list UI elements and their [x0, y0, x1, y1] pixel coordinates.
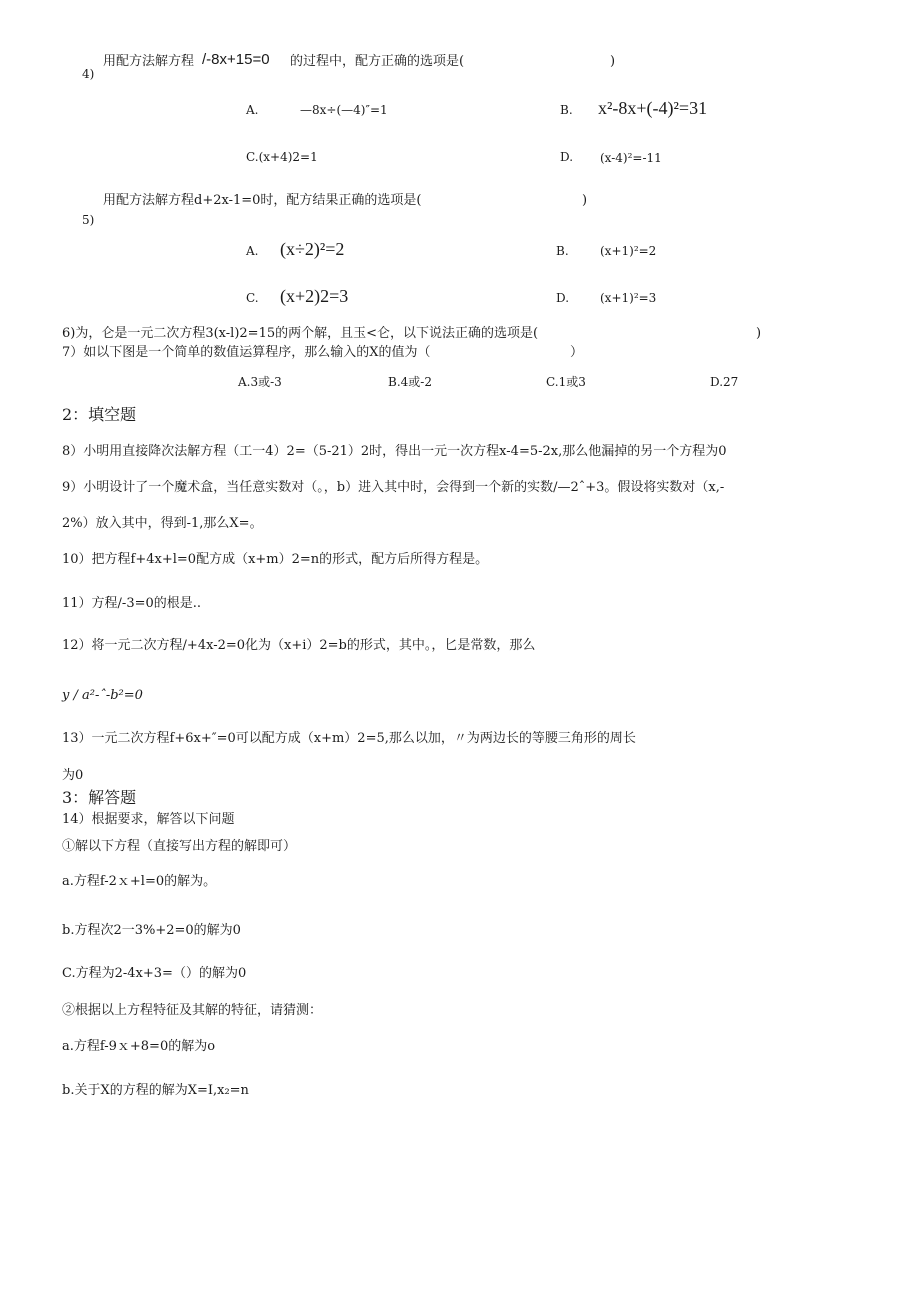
q6-text: 6)为，仑是一元二次方程3(x-l)2=15的两个解，且玉<仑，以下说法正确的选项是( — [62, 326, 539, 341]
q10-text: 10）把方程f+4x+l=0配方成（x+m）2=n的形式，配方后所得方程是。 — [62, 552, 489, 567]
q5-number: 5) — [82, 213, 95, 227]
q4-option-c: C.(x+4)2=1 — [246, 150, 318, 164]
q14-c1: C.方程为2-4x+3=（）的解为0 — [62, 966, 247, 981]
q6-close-paren: ) — [756, 326, 762, 341]
q4-option-d-label: D. — [560, 150, 574, 164]
q14-a1: a.方程f-2ｘ+l=0的解为。 — [62, 874, 217, 889]
section-3-heading: 3：解答题 — [62, 788, 137, 807]
q5-stem: 用配方法解方程d+2x-1=0时，配方结果正确的选项是( — [103, 193, 422, 208]
q5-option-a-label: A. — [246, 244, 259, 258]
q5-close-paren: ) — [582, 193, 588, 208]
q5-option-c-label: C. — [246, 291, 259, 305]
q4-stem-tail: 的过程中，配方正确的选项是( — [290, 54, 465, 69]
q9-line-2: 2%）放入其中，得到-1,那么X=。 — [62, 516, 263, 531]
q12-formula: y / a²-ˆ-b²=0 — [62, 688, 143, 703]
q7-close-paren: ） — [570, 345, 584, 360]
q4-equation: /-8x+15=0 — [202, 51, 270, 68]
q4-option-a-label: A. — [246, 103, 259, 117]
section-2-heading: 2：填空题 — [62, 405, 137, 424]
q5-option-c-text: (x+2)2=3 — [280, 286, 349, 306]
q5-option-b-label: B. — [556, 244, 569, 258]
q13-line-2: 为0 — [62, 768, 84, 783]
q11-text: 11）方程/-3=0的根是.. — [62, 596, 202, 611]
q7-option-a: A.3或-3 — [238, 375, 282, 389]
q14-part-2: ②根据以上方程特征及其解的特征，请猜测： — [62, 1003, 323, 1018]
q4-option-b-text: x²-8x+(-4)²=31 — [598, 98, 708, 118]
q13-line-1: 13）一元二次方程f+6x+″=0可以配方成（x+m）2=5,那么以加，〃为两边长的等腰三角形的周长 — [62, 731, 636, 746]
q5-option-d-text: (x+1)²=3 — [600, 291, 657, 305]
q7-text: 7）如以下图是一个简单的数值运算程序，那么输入的X的值为（ — [62, 345, 431, 360]
q5-option-b-text: (x+1)²=2 — [600, 244, 657, 258]
q14-b1: b.方程次2一3%+2=0的解为0 — [62, 923, 241, 938]
q4-stem: 用配方法解方程 — [103, 54, 195, 69]
q5-option-d-label: D. — [556, 291, 570, 305]
q4-option-a-text: —8x÷(—4)″=1 — [300, 103, 388, 117]
q4-option-d-text: (x-4)²=-11 — [600, 151, 662, 165]
q14-b2: b.关于X的方程的解为X=I,x₂=n — [62, 1083, 249, 1098]
q14-title: 14）根据要求，解答以下问题 — [62, 812, 235, 827]
q12-text: 12）将一元二次方程/+4x-2=0化为（x+i）2=b的形式，其中。，匕是常数，那么 — [62, 638, 536, 653]
q8-text: 8）小明用直接降次法解方程（工一4）2=（5-21）2时，得出一元一次方程x-4=5-2x,那么他漏掉的另一个方程为0 — [62, 444, 727, 459]
q4-number: 4) — [82, 67, 95, 81]
q14-part-1: ①解以下方程（直接写出方程的解即可） — [62, 839, 297, 854]
q9-line-1: 9）小明设计了一个魔术盒，当任意实数对（。，b）进入其中时，会得到一个新的实数/—2ˆ+3。假设将实数对（x,- — [62, 480, 725, 495]
q7-option-b: B.4或-2 — [388, 375, 432, 389]
q4-close-paren: ) — [610, 54, 616, 69]
q7-option-d: D.27 — [710, 375, 739, 389]
q14-a2: a.方程f-9ｘ+8=0的解为o — [62, 1039, 216, 1054]
q5-option-a-text: (x÷2)²=2 — [280, 239, 345, 259]
q7-option-c: C.1或3 — [546, 375, 586, 389]
q4-option-b-label: B. — [560, 103, 573, 117]
